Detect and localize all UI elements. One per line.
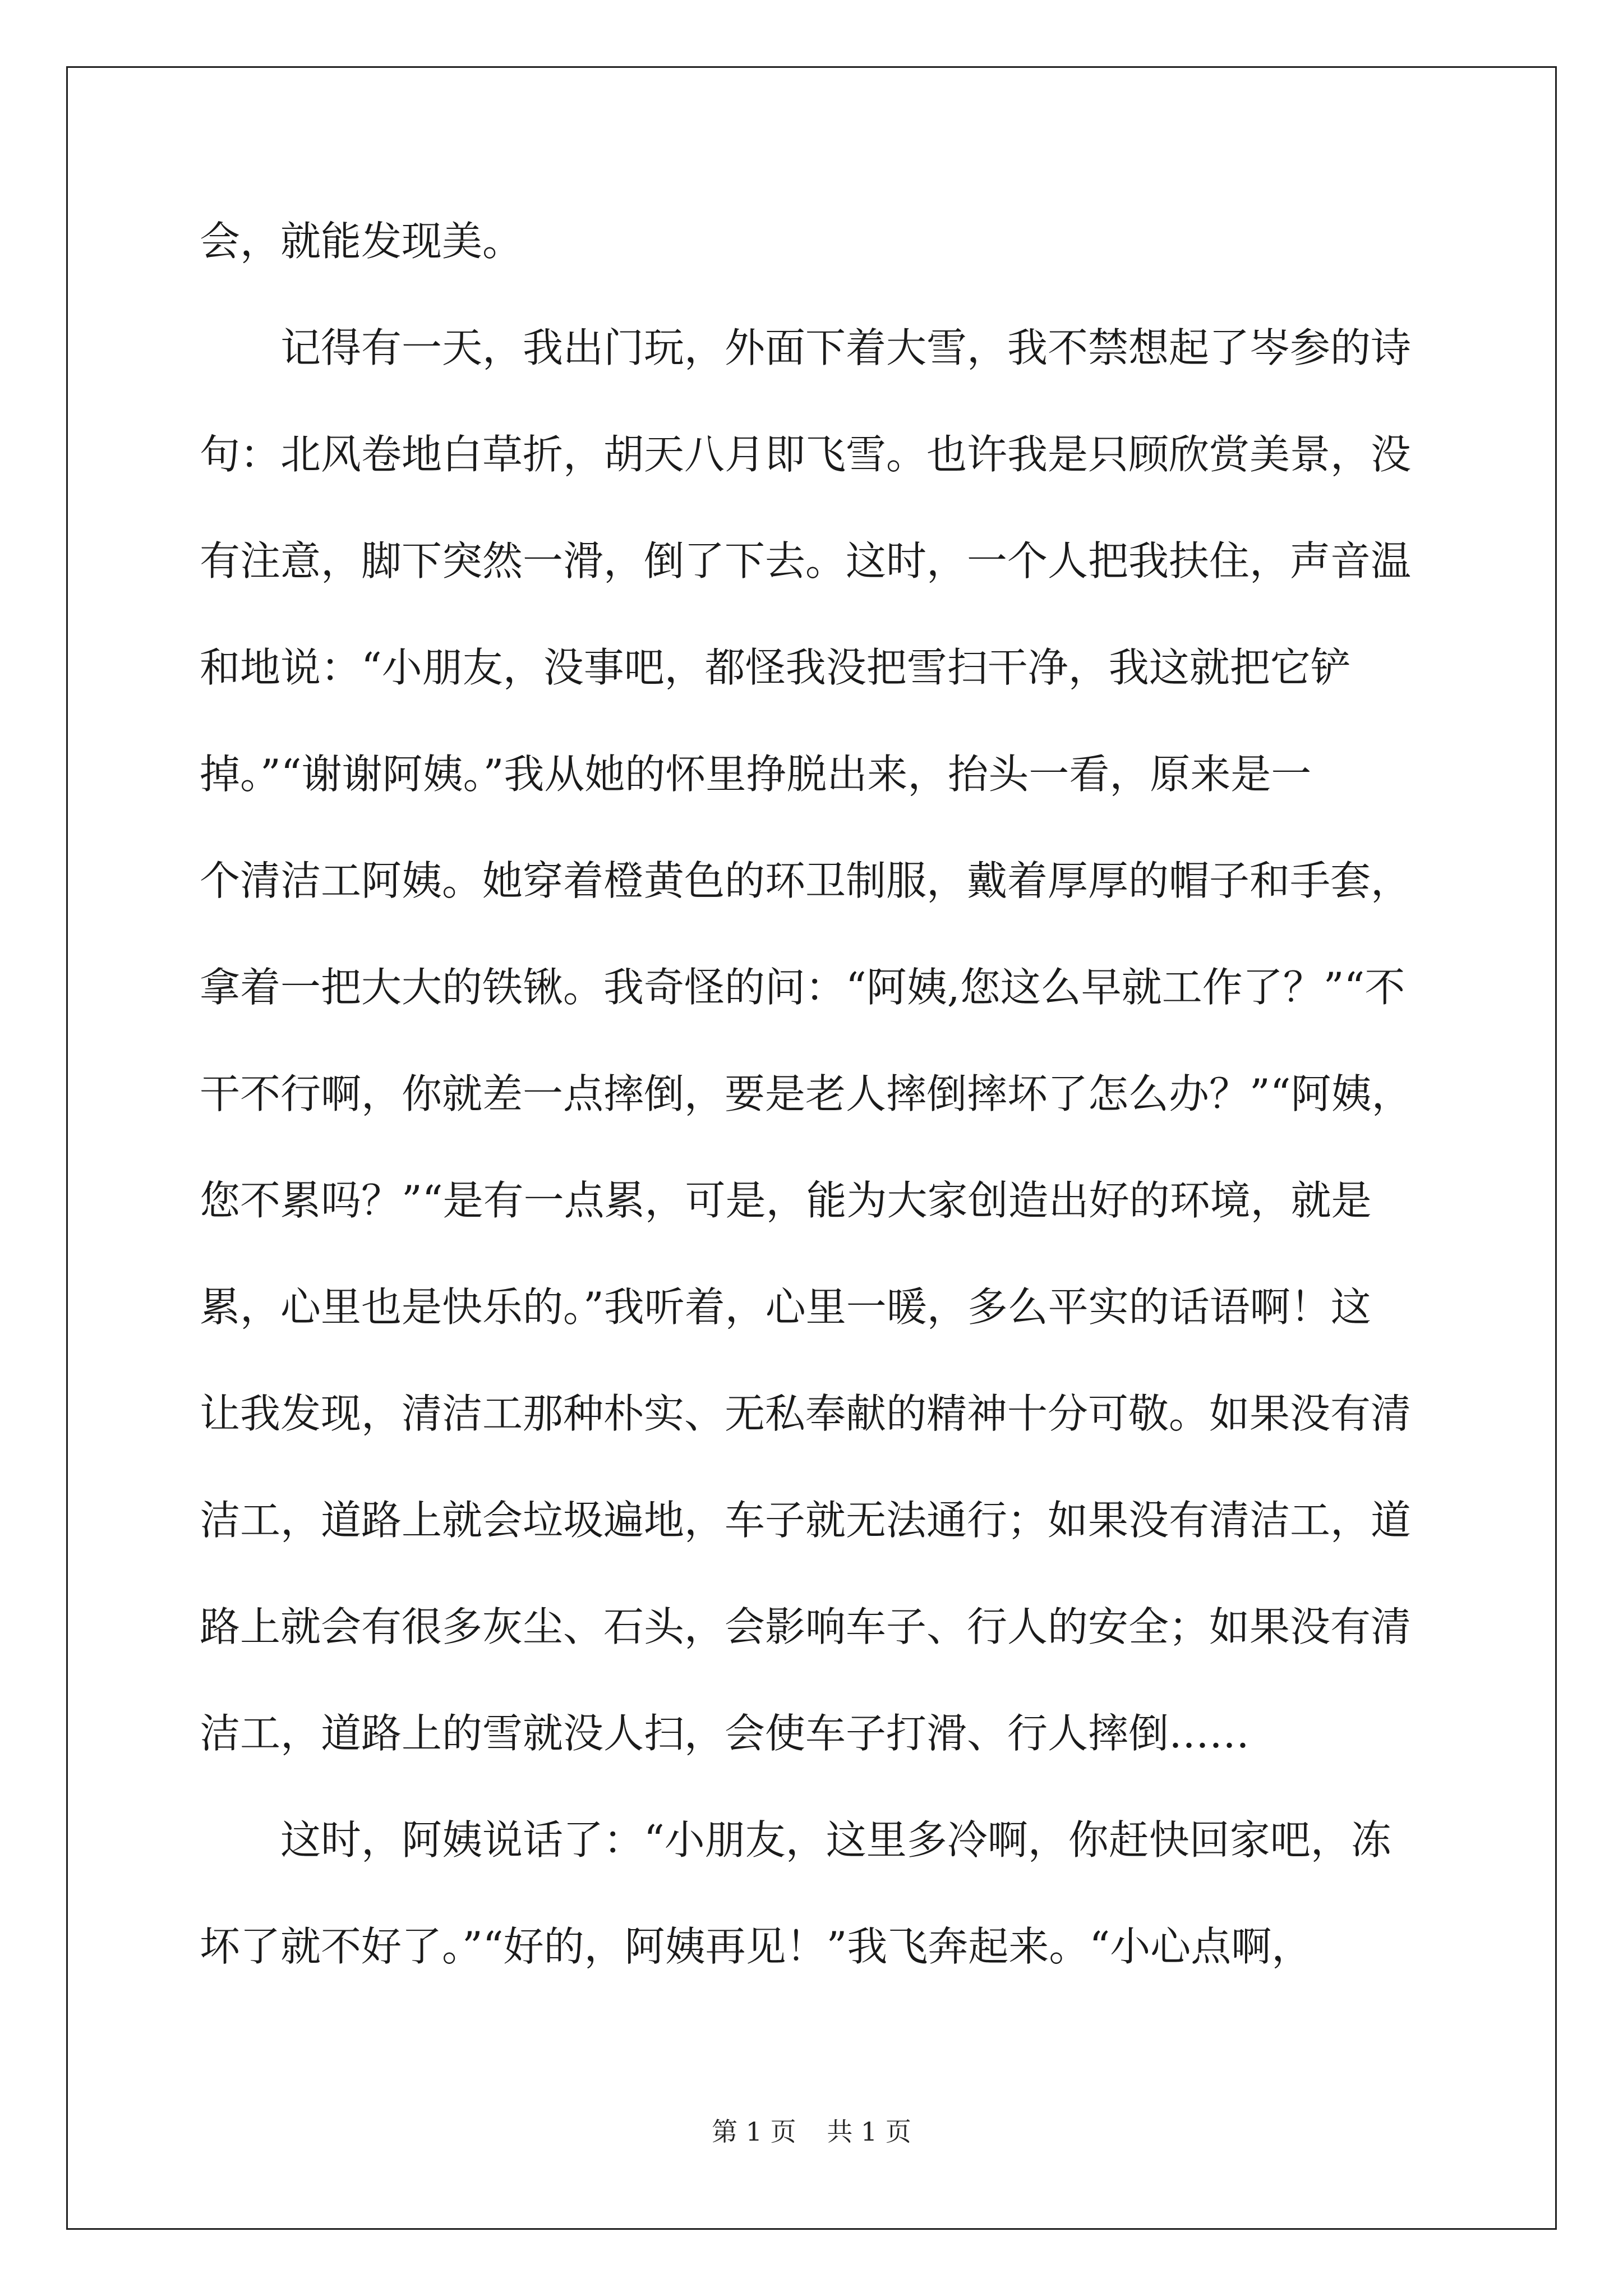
text-line: 和地说：“小朋友，没事吧，都怪我没把雪扫干净，我这就把它铲 bbox=[200, 644, 1351, 691]
text-line: 记得有一天，我出门玩，外面下着大雪，我不禁想起了岑参的诗 bbox=[280, 324, 1412, 371]
text-line: 让我发现，清洁工那种朴实、无私奉献的精神十分可敬。如果没有清 bbox=[200, 1390, 1412, 1437]
document-body bbox=[200, 208, 1433, 1970]
page-footer bbox=[0, 2115, 1623, 2148]
text-line: 拿着一把大大的铁锹。我奇怪的问：“阿姨,您这么早就工作了？”“不 bbox=[200, 964, 1405, 1011]
text-line: 累，心里也是快乐的。”我听着，心里一暖，多么平实的话语啊！这 bbox=[200, 1283, 1371, 1331]
page-total: 共 1 页 bbox=[827, 2116, 911, 2147]
text-line: 洁工，道路上就会垃圾遍地，车子就无法通行；如果没有清洁工，道 bbox=[200, 1497, 1412, 1544]
text-line: 您不累吗？”“是有一点累，可是，能为大家创造出好的环境，就是 bbox=[200, 1177, 1372, 1224]
text-line: 这时，阿姨说话了：“小朋友，这里多冷啊，你赶快回家吧，冻 bbox=[280, 1816, 1391, 1864]
text-line: 坏了就不好了。”“好的，阿姨再见！”我飞奔起来。“小心点啊， bbox=[200, 1923, 1312, 1970]
text-line: 有注意，脚下突然一滑，倒了下去。这时，一个人把我扶住，声音温 bbox=[200, 537, 1412, 585]
text-line: 句：北风卷地白草折，胡天八月即飞雪。也许我是只顾欣赏美景，没 bbox=[200, 431, 1412, 478]
text-line: 路上就会有很多灰尘、石头，会影响车子、行人的安全；如果没有清 bbox=[200, 1603, 1412, 1650]
text-line: 洁工，道路上的雪就没人扫，会使车子打滑、行人摔倒…… bbox=[200, 1710, 1250, 1757]
text-line: 干不行啊，你就差一点摔倒，要是老人摔倒摔坏了怎么办？”“阿姨， bbox=[200, 1070, 1412, 1117]
page-number: 第 1 页 bbox=[712, 2116, 796, 2147]
text-line: 会，就能发现美。 bbox=[200, 218, 523, 265]
text-line: 掉。”“谢谢阿姨。”我从她的怀里挣脱出来，抬头一看，原来是一 bbox=[200, 751, 1312, 798]
text-line: 个清洁工阿姨。她穿着橙黄色的环卫制服，戴着厚厚的帽子和手套， bbox=[200, 857, 1412, 904]
